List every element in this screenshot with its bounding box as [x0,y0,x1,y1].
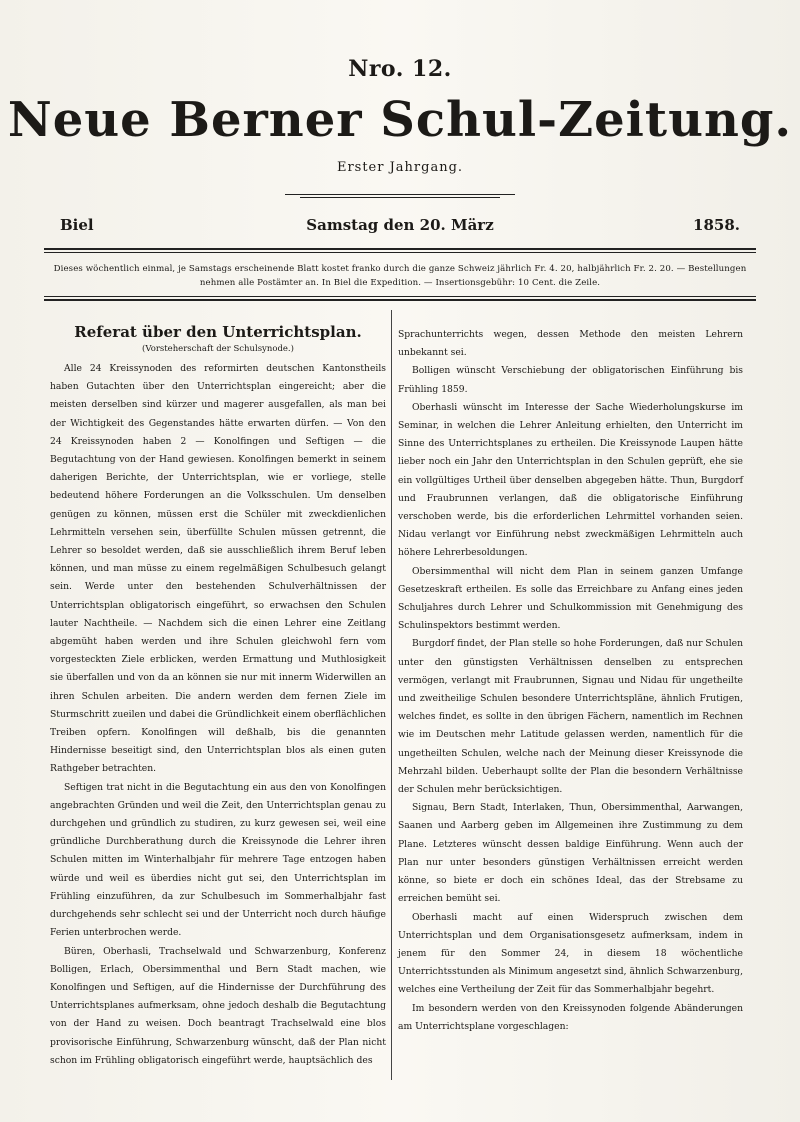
divider [44,299,756,301]
divider [44,252,756,253]
paragraph: Oberhasli wünscht im Interesse der Sache Wiederholungskurse im Seminar, in welchen die Lehrer Anleitung erhielten, den Unterricht im Sinne des Unterrichtsplanes zu ertheilen. Die Kreissynode Laupen hätte lieber noch ein Jahr den Unterrichtsplan in den Schulen geprüft, ehe sie ein vollgültiges Urtheil über denselben abgegeben hätte. Thun, Burgdorf und Fraubrunnen verlangen, daß die obligatorische Einführung verschoben werde, bis die erforderlichen Lehrmittel vorhanden seien. Nidau verlangt vor Einführung nebst zweckmäßigen Lehrmitteln auch höhere Lehrerbesoldungen. [398,401,743,559]
right-column [398,326,743,1036]
paragraph: Burgdorf findet, der Plan stelle so hohe Forderungen, daß nur Schulen unter den günstigsten Verhältnissen denselben zu entsprechen vermögen, verlangt mit Fraubrunnen, Signau und Nidau für ungetheilte und zweitheilige Schulen besondere Unterrichtspläne, ähnlich Frutigen, welches findet, es sollte in den übrigen Fächern, namentlich im Rechnen wie im Deutschen mehr Latitude gelassen werden, namentlich für die ungetheilten Schulen, welche nach der Meinung dieser Kreissynode die Mehrzahl bilden. Ueberhaupt sollte der Plan die besondern Verhältnisse der Schulen mehr berücksichtigen. [398,638,743,796]
dateline-place: Biel [60,216,94,234]
paragraph: Im besondern werden von den Kreissynoden folgende Abänderungen am Unterrichtsplane vorgeschlagen: [398,1002,743,1032]
ornament-rule [300,197,500,198]
paragraph: Alle 24 Kreissynoden des reformirten deutschen Kantonstheils haben Gutachten über den Unterrichtsplan eingereicht; aber die meisten derselben sind kürzer und magerer ausgefallen, als man bei der Wichtigkeit des Gegenstandes hätte erwarten dürfen. — Von den 24 Kreissynoden haben 2 — Konolfingen und Seftigen — die Begutachtung von der Hand gewiesen. Konolfingen bemerkt in seinem daherigen Berichte, der Unterrichtsplan, wie er vorliege, stelle bedeutend höhere Forderungen an die Volksschulen. Um denselben genügen zu können, müssen erst die Schüler mit zweckdienlichen Lehrmitteln versehen sein, überfüllte Schulen müssen getrennt, die Lehrer so besoldet werden, daß sie ausschließlich ihrem Beruf leben können, und man müsse zu einem regelmäßigen Schulbesuch gelangt sein. Werde unter den bestehenden Schulverhältnissen der Unterrichtsplan obligatorisch eingeführt, so erwachsen den Schulen lauter Nachtheile. — Nachdem sich die einen Lehrer eine Zeitlang abgemüht haben werden und ihre Schulen gleichwohl fern vom vorgesteckten Ziele erblicken, werden Ermattung und Muthlosigkeit sie überfallen und von da an können sie nur mit innerm Widerwillen an ihren Schulen arbeiten. Die andern werden dem fernen Ziele im Sturmschritt zueilen und dabei die Gründlichkeit einem oberflächlichen Treiben opfern. Konolfingen will deßhalb, bis die genannten Hindernisse beseitigt sind, den Unterrichtsplan blos als einen guten Rathgeber betrachten. [50,363,386,775]
paragraph: Büren, Oberhasli, Trachselwald und Schwarzenburg, Konferenz Bolligen, Erlach, Obersimmenthal und Bern Stadt machen, wie Konolfingen und Seftigen, auf die Hindernisse der Durchführung des Unterrichtsplanes aufmerksam, ohne jedoch deshalb die Begutachtung von der Hand zu weisen. Doch beantragt Trachselwald eine blos provisorische Einführung, Schwarzenburg wünscht, daß der Plan nicht schon im Frühling obligatorisch eingeführt werde, hauptsächlich des [50,945,386,1066]
left-column [50,316,386,1070]
paragraph: Oberhasli macht auf einen Widerspruch zwischen dem Unterrichtsplan und dem Organisationsgesetz aufmerksam, indem in jenem für den Sommer 24, in diesem 18 wöchentliche Unterrichtsstunden als Minimum angesetzt sind, ähnlich Schwarzenburg, welches eine Vertheilung der Zeit für das Sommerhalbjahr begehrt. [398,911,743,996]
volume-line: Erster Jahrgang. [336,160,464,175]
divider [44,296,756,297]
article-subtitle: (Vorsteherschaft der Schulsynode.) [142,344,294,354]
dateline-date: Samstag den 20. März [306,216,494,234]
ornament-rule [285,194,515,195]
subscription-notice: Dieses wöchentlich einmal, je Samstags erscheinende Blatt kostet franko durch die ganze Schweiz jährlich Fr. 4. 20, halbjährlich Fr. 2. 20. — Bestellungen nehmen alle Postämter an. In Biel die Expedition. — Insertionsgebühr: 10 Cent. die Zeile. [53,264,747,288]
newspaper-title: Neue Berner Schul-Zeitung. [7,92,793,148]
dateline [60,216,740,240]
paragraph: Signau, Bern Stadt, Interlaken, Thun, Obersimmenthal, Aarwangen, Saanen und Aarberg geben im Allgemeinen ihre Zustimmung zu dem Plane. Letzteres wünscht dessen baldige Einführung. Wenn auch der Plan nur unter besonders günstigen Verhältnissen erreicht werden könne, so biete er doch ein schönes Ideal, das der Strebsame zu erreichen bemüht sei. [398,802,743,905]
paragraph: Seftigen trat nicht in die Begutachtung ein aus den von Konolfingen angebrachten Gründen und weil die Zeit, den Unterrichtsplan genau zu durchgehen und gründlich zu studiren, zu kurz gewesen sei, weil eine gründliche Durchberathung durch die Kreissynode die Lehrer ihren Schulen mitten im Winterhalbjahr für mehrere Tage entzogen haben würde und weil es überdies nicht gut sei, den Unterrichtsplan im Frühling einzuführen, da zur Schulbesuch im Sommerhalbjahr fast durchgehends sehr schlecht sei und der Unterricht noch durch häufige Ferien unterbrochen werde. [50,781,386,939]
article-title: Referat über den Unterrichtsplan. [74,323,362,341]
issue-number: Nro. 12. [348,56,452,82]
dateline-year: 1858. [693,216,740,234]
column-separator [391,310,392,1080]
divider [44,248,756,250]
paragraph: Bolligen wünscht Verschiebung der obligatorischen Einführung bis Frühling 1859. [398,365,743,395]
paragraph: Obersimmenthal will nicht dem Plan in seinem ganzen Umfange Gesetzeskraft ertheilen. Es solle das Erreichbare zu Anfang eines jeden Schuljahres durch Lehrer und Schulkommission mit Genehmigung des Schulinspektors bestimmt werden. [398,565,743,632]
paragraph: Sprachunterrichts wegen, dessen Methode den meisten Lehrern unbekannt sei. [398,329,743,359]
